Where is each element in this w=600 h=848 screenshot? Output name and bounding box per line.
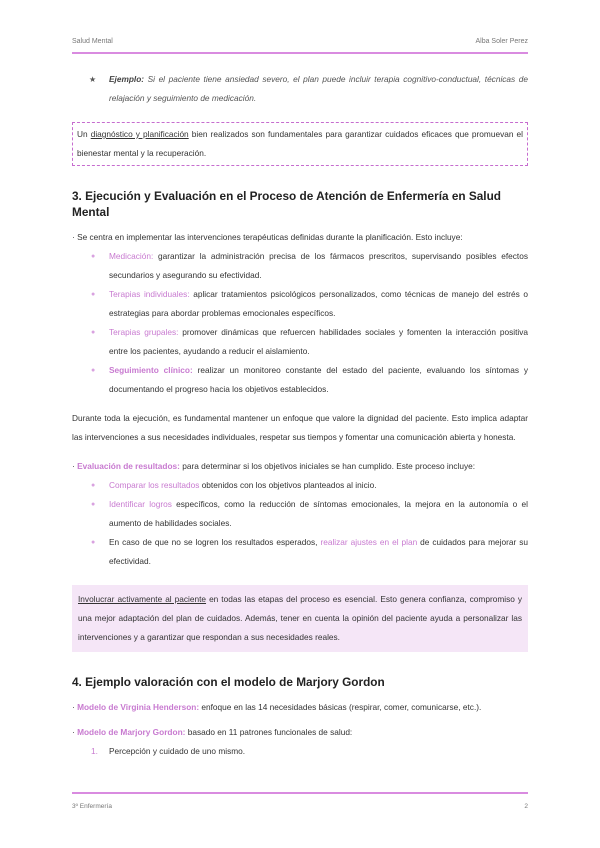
eval-post: específicos, como la reducción de síntomas emocionales, la mejora en la autonomía o el aumento de habilidades sociales. xyxy=(109,499,528,528)
item-label: Terapias individuales: xyxy=(109,289,190,299)
page-content xyxy=(72,70,528,761)
eval-highlight: Comparar los resultados xyxy=(109,480,200,490)
list-item xyxy=(109,323,528,361)
star-bullet-icon: ★ xyxy=(89,75,97,84)
gordon-patterns-list xyxy=(72,742,528,761)
list-item xyxy=(109,247,528,285)
eval-pre: En caso de que no se logren los resultados esperados, xyxy=(109,537,321,547)
header-rule xyxy=(72,52,528,54)
header-course: Salud Mental xyxy=(72,38,113,45)
page-number: 2 xyxy=(524,803,528,810)
example-label: Ejemplo: xyxy=(109,74,145,84)
model-text: basado en 11 patrones funcionales de salud: xyxy=(185,727,353,737)
eval-prefix: · xyxy=(72,461,78,471)
item-text: promover dinámicas que refuercen habilidades sociales y fomenten la interacción positiva entre los pacientes, ayudando a reducir el aislamiento. xyxy=(109,327,529,356)
model-label: Modelo de Virginia Henderson: xyxy=(77,702,200,712)
model-prefix: · xyxy=(72,727,78,737)
footer-course: 3º Enfermería xyxy=(72,803,112,810)
intervention-list xyxy=(72,247,528,399)
item-label: Terapias grupales: xyxy=(109,327,179,337)
evaluation-list xyxy=(72,476,528,571)
patient-involvement-note xyxy=(72,585,528,652)
execution-paragraph: Durante toda la ejecución, es fundamental mantener un enfoque que valore la dignidad del paciente. Esto implica adaptar las intervenciones a sus necesidades individuales, respetar sus tiempos y fomentar una comunicación abierta y honesta. xyxy=(72,413,528,442)
summary-underlined: diagnóstico y planificación xyxy=(90,129,189,139)
list-item xyxy=(109,495,528,533)
item-label: Medicación: xyxy=(109,251,154,261)
section-4-title: 4. Ejemplo valoración con el modelo de Marjory Gordon xyxy=(72,675,385,689)
model-text: enfoque en las 14 necesidades básicas (respirar, comer, comunicarse, etc.). xyxy=(199,702,482,712)
model-henderson xyxy=(72,698,528,717)
item-text: aplicar tratamientos psicológicos personalizados, como técnicas de manejo del estrés o estrategias para abordar problemas emocionales específicos. xyxy=(109,289,528,318)
pattern-text: Percepción y cuidado de uno mismo. xyxy=(109,746,246,756)
summary-box xyxy=(72,122,528,166)
item-text: garantizar la administración precisa de los fármacos prescritos, supervisando posibles efectos secundarios y asegurando su efectividad. xyxy=(109,251,528,280)
section-3-title: 3. Ejecución y Evaluación en el Proceso de Atención de Enfermería en Salud Mental xyxy=(72,189,501,219)
eval-post: obtenidos con los objetivos planteados al inicio. xyxy=(199,480,377,490)
example-text: Si el paciente tiene ansiedad severo, el plan puede incluir terapia cognitivo-conductual, técnicas de relajación y seguimiento de medicación. xyxy=(109,74,528,103)
summary-post: bien realizados son fundamentales para garantizar cuidados eficaces que promuevan el bienestar mental y la recuperación. xyxy=(77,129,523,158)
eval-highlight: Identificar logros xyxy=(109,499,172,509)
list-item xyxy=(91,742,528,761)
eval-label: Evaluación de resultados: xyxy=(77,461,180,471)
eval-text: para determinar si los objetivos iniciales se han cumplido. Este proceso incluye: xyxy=(179,461,476,471)
list-item xyxy=(109,533,528,571)
pattern-number: 1. xyxy=(91,746,98,756)
list-item xyxy=(109,476,528,495)
section-3-intro: · Se centra en implementar las intervenciones terapéuticas definidas durante la planificación. Esto incluye: xyxy=(72,232,463,242)
evaluation-intro xyxy=(72,457,528,476)
item-text: realizar un monitoreo constante del estado del paciente, evaluando los síntomas y documentando el progreso hacia los objetivos establecidos. xyxy=(109,365,529,394)
header-author: Alba Soler Perez xyxy=(475,38,528,45)
item-label: Seguimiento clínico: xyxy=(109,365,193,375)
page-footer xyxy=(72,803,528,810)
eval-highlight: realizar ajustes en el plan xyxy=(320,537,418,547)
note-text: en todas las etapas del proceso es esencial. Esto genera confianza, compromiso y una mejor adaptación del plan de cuidados. Además, tener en cuenta la opinión del paciente ayuda a personalizar las intervenciones y a garantizar que respondan a sus necesidades reales. xyxy=(78,594,522,642)
page-header xyxy=(72,38,528,50)
summary-pre: Un xyxy=(77,129,91,139)
model-prefix: · xyxy=(72,702,78,712)
note-underlined: Involucrar activamente al paciente xyxy=(78,594,207,604)
example-line xyxy=(89,70,528,108)
list-item xyxy=(109,361,528,399)
model-gordon xyxy=(72,723,528,742)
model-label: Modelo de Marjory Gordon: xyxy=(77,727,186,737)
eval-post: de cuidados para mejorar su efectividad. xyxy=(109,537,528,566)
footer-rule xyxy=(72,792,528,794)
list-item xyxy=(109,285,528,323)
